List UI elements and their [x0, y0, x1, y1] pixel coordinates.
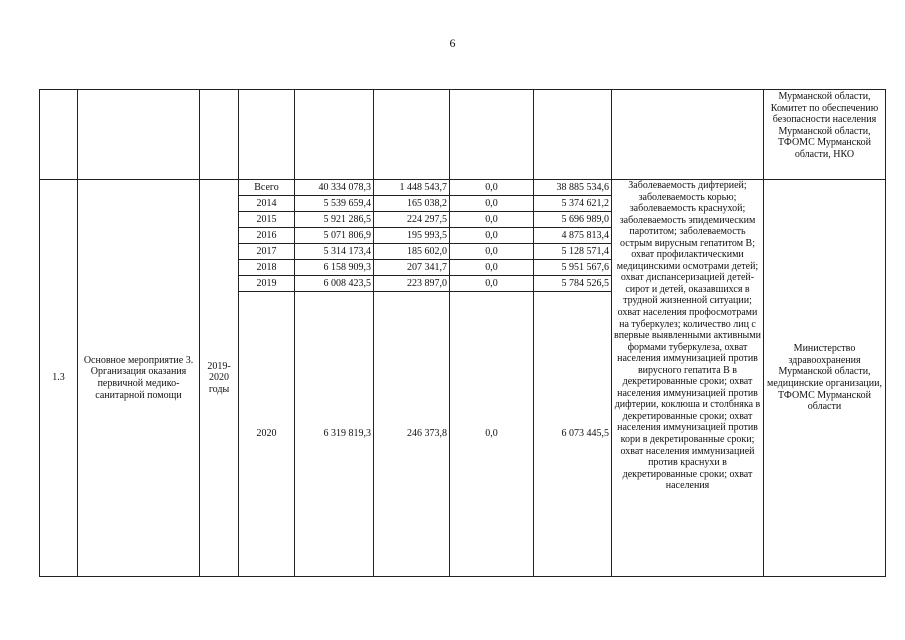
- regional-budget-cell: 0,0: [450, 228, 534, 244]
- federal-budget-cell: 1 448 543,7: [374, 180, 450, 196]
- other-sources-cell: 38 885 534,6: [534, 180, 612, 196]
- total-cell: 5 071 806,9: [295, 228, 374, 244]
- continuation-cell-total: [295, 90, 374, 180]
- total-cell: 5 539 659,4: [295, 196, 374, 212]
- year-cell: 2020: [239, 292, 295, 577]
- continuation-cell-fb: [374, 90, 450, 180]
- total-cell: 6 158 909,3: [295, 260, 374, 276]
- total-cell: 6 008 423,5: [295, 276, 374, 292]
- federal-budget-cell: 195 993,5: [374, 228, 450, 244]
- year-cell: 2019: [239, 276, 295, 292]
- continuation-cell-year: [239, 90, 295, 180]
- year-cell: Всего: [239, 180, 295, 196]
- year-cell: 2015: [239, 212, 295, 228]
- federal-budget-cell: 223 897,0: [374, 276, 450, 292]
- continuation-cell-number: [40, 90, 78, 180]
- executors: Министерство здравоохранения Мурманской области, медицинские организации, ТФОМС Мурманской области: [764, 180, 886, 577]
- total-cell: 40 334 078,3: [295, 180, 374, 196]
- other-sources-cell: 5 696 989,0: [534, 212, 612, 228]
- total-cell: 5 314 173,4: [295, 244, 374, 260]
- continuation-executor: Мурманской области, Комитет по обеспечению безопасности населения Мурманской области, ТФОМС Мурманской области, НКО: [764, 90, 886, 180]
- regional-budget-cell: 0,0: [450, 292, 534, 577]
- continuation-cell-other: [534, 90, 612, 180]
- regional-budget-cell: 0,0: [450, 196, 534, 212]
- year-cell: 2017: [239, 244, 295, 260]
- row-number: 1.3: [40, 180, 78, 577]
- federal-budget-cell: 207 341,7: [374, 260, 450, 276]
- continuation-row: [40, 90, 886, 180]
- federal-budget-cell: 185 602,0: [374, 244, 450, 260]
- regional-budget-cell: 0,0: [450, 260, 534, 276]
- page-number: 6: [449, 36, 456, 50]
- federal-budget-cell: 224 297,5: [374, 212, 450, 228]
- measure-period: 2019-2020 годы: [200, 180, 239, 577]
- target-indicators: Заболеваемость дифтерией; заболеваемость корью; заболеваемость краснухой; заболеваемость эпидемическим паротитом; заболеваемость острым вирусным гепатитом В; охват профилактическими медицинскими осмотрами детей; охват диспансеризацией детей-сирот и детей, оказавшихся в трудной жизненной ситуации; охват населения профосмотрами на туберкулез; количество лиц с впервые выявленными активными формами туберкулеза, охват населения иммунизацией против вирусного гепатита В в декретированные сроки; охват населения иммунизацией против дифтерии, коклюша и столбняка в декретированные сроки; охват населения иммунизацией против кори в декретированные сроки; охват населения иммунизацией против краснухи в декретированные сроки; охват населения: [612, 180, 764, 577]
- federal-budget-cell: 246 373,8: [374, 292, 450, 577]
- program-table: [39, 89, 886, 577]
- continuation-cell-ob: [450, 90, 534, 180]
- other-sources-cell: 4 875 813,4: [534, 228, 612, 244]
- total-cell: 6 319 819,3: [295, 292, 374, 577]
- year-cell: 2014: [239, 196, 295, 212]
- regional-budget-cell: 0,0: [450, 212, 534, 228]
- other-sources-cell: 5 784 526,5: [534, 276, 612, 292]
- other-sources-cell: 6 073 445,5: [534, 292, 612, 577]
- year-cell: 2016: [239, 228, 295, 244]
- regional-budget-cell: 0,0: [450, 244, 534, 260]
- year-cell: 2018: [239, 260, 295, 276]
- federal-budget-cell: 165 038,2: [374, 196, 450, 212]
- other-sources-cell: 5 374 621,2: [534, 196, 612, 212]
- continuation-cell-indicators: [612, 90, 764, 180]
- finance-row: [40, 180, 886, 196]
- total-cell: 5 921 286,5: [295, 212, 374, 228]
- regional-budget-cell: 0,0: [450, 276, 534, 292]
- other-sources-cell: 5 128 571,4: [534, 244, 612, 260]
- measure-name: Основное мероприятие 3. Организация оказания первичной медико-санитарной помощи: [78, 180, 200, 577]
- regional-budget-cell: 0,0: [450, 180, 534, 196]
- continuation-cell-period: [200, 90, 239, 180]
- other-sources-cell: 5 951 567,6: [534, 260, 612, 276]
- continuation-cell-name: [78, 90, 200, 180]
